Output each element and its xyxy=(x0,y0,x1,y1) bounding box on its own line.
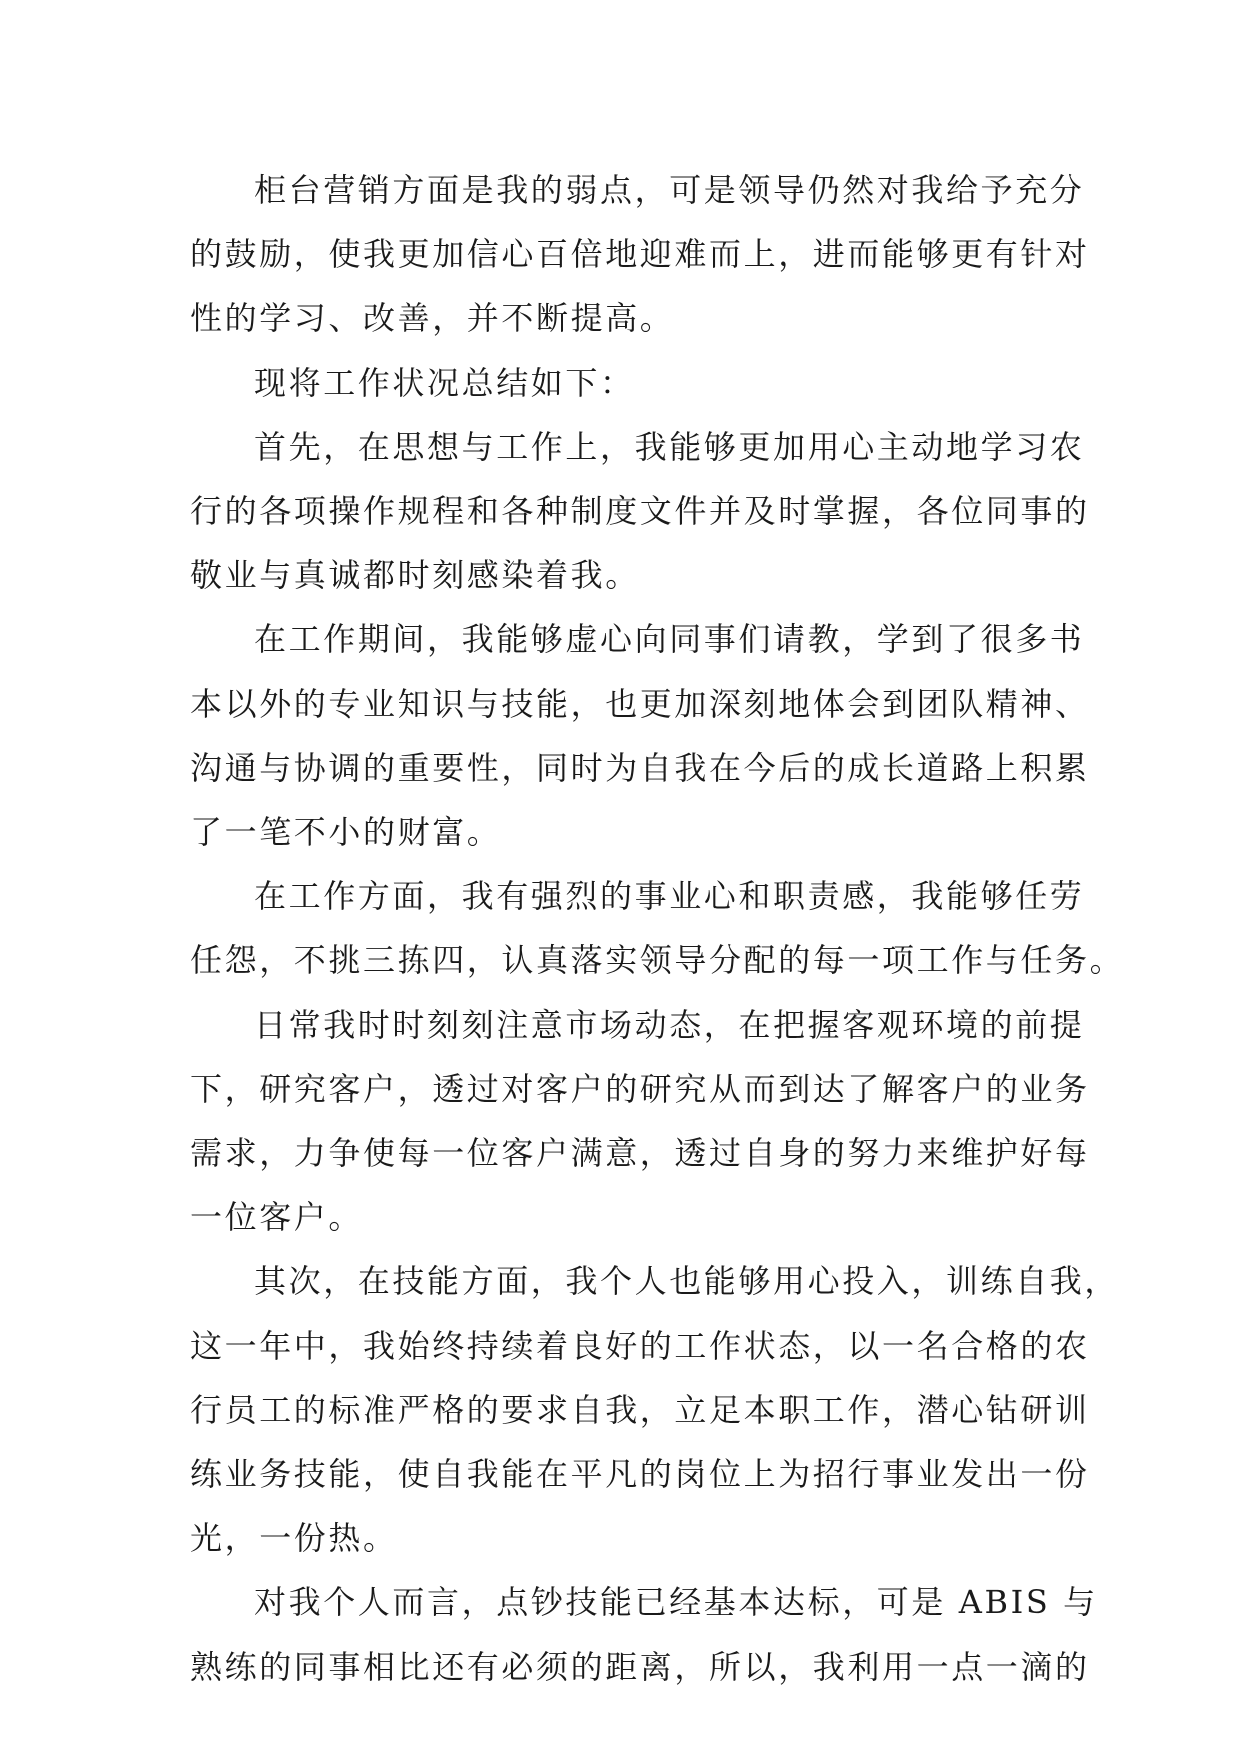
text-line: 对我个人而言，点钞技能已经基本达标，可是 ABIS 与 xyxy=(254,1583,1098,1622)
paragraph xyxy=(190,351,1070,415)
text-line: 沟通与协调的重要性，同时为自我在今后的成长道路上积累 xyxy=(190,748,1090,787)
text-line: 其次，在技能方面，我个人也能够用心投入，训练自我， xyxy=(254,1262,1120,1301)
text-line: 熟练的同事相比还有必须的距离，所以，我利用一点一滴的 xyxy=(190,1647,1090,1686)
text-line: 日常我时时刻刻注意市场动态，在把握客观环境的前提 xyxy=(254,1005,1085,1044)
paragraph xyxy=(190,1249,1120,1570)
paragraph xyxy=(190,864,1125,992)
paragraph xyxy=(190,158,1090,351)
text-line: 行的各项操作规程和各种制度文件并及时掌握，各位同事的 xyxy=(190,492,1090,531)
text-line: 了一笔不小的财富。 xyxy=(190,813,502,852)
text-line: 在工作方面，我有强烈的事业心和职责感，我能够任劳 xyxy=(254,877,1085,916)
text-line: 柜台营销方面是我的弱点，可是领导仍然对我给予充分 xyxy=(254,171,1085,209)
text-line: 性的学习、改善，并不断提高。 xyxy=(190,299,675,338)
text-line: 光，一份热。 xyxy=(190,1519,398,1558)
paragraph xyxy=(190,993,1090,1250)
text-line: 下，研究客户，透过对客户的研究从而到达了解客户的业务 xyxy=(190,1069,1090,1108)
text-line: 现将工作状况总结如下： xyxy=(254,363,635,402)
paragraph xyxy=(190,607,1090,864)
text-line: 在工作期间，我能够虚心向同事们请教，学到了很多书 xyxy=(254,620,1085,659)
text-line: 任怨，不挑三拣四，认真落实领导分配的每一项工作与任务。 xyxy=(190,941,1125,980)
text-line: 行员工的标准严格的要求自我，立足本职工作，潜心钻研训 xyxy=(190,1390,1090,1429)
document-body xyxy=(190,158,1125,1699)
paragraph xyxy=(190,415,1090,608)
text-line: 需求，力争使每一位客户满意，透过自身的努力来维护好每 xyxy=(190,1134,1090,1173)
text-line: 这一年中，我始终持续着良好的工作状态，以一名合格的农 xyxy=(190,1326,1090,1365)
text-line: 一位客户。 xyxy=(190,1198,364,1237)
text-line: 的鼓励，使我更加信心百倍地迎难而上，进而能够更有针对 xyxy=(190,235,1090,274)
text-line: 首先，在思想与工作上，我能够更加用心主动地学习农 xyxy=(254,427,1085,466)
text-line: 敬业与真诚都时刻感染着我。 xyxy=(190,556,640,595)
text-line: 本以外的专业知识与技能，也更加深刻地体会到团队精神、 xyxy=(190,684,1090,723)
paragraph xyxy=(190,1570,1098,1698)
text-line: 练业务技能，使自我能在平凡的岗位上为招行事业发出一份 xyxy=(190,1455,1090,1494)
